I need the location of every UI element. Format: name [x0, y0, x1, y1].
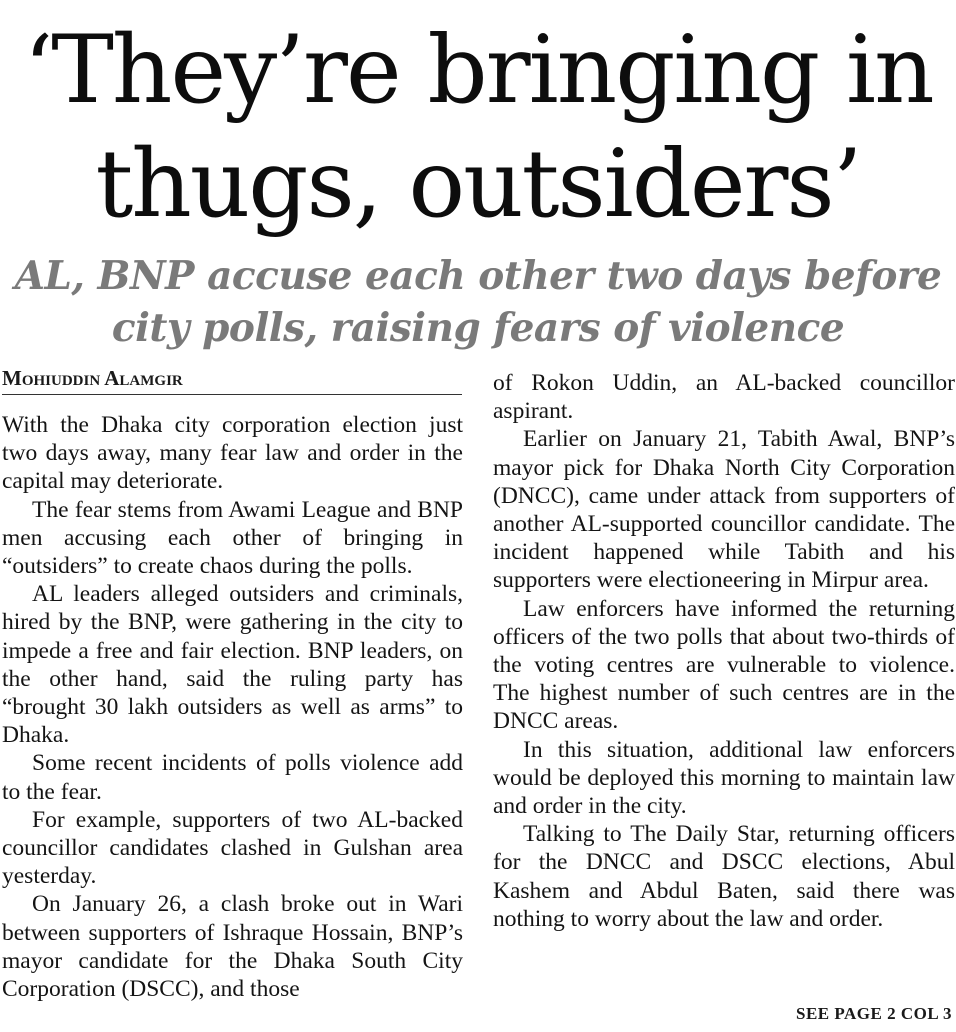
paragraph: Law enforcers have informed the returning officers of the two polls that about two-thirds of the voting centres are vulnerable to violence. The highest number of such centres are in the DNCC areas.	[493, 595, 955, 735]
article-column-right	[493, 369, 955, 933]
paragraph: Some recent incidents of polls violence add to the fear.	[2, 750, 463, 805]
paragraph: In this situation, additional law enforcers would be deployed this morning to maintain law and order in the city.	[493, 736, 955, 820]
paragraph: For example, supporters of two AL-backed councillor candidates clashed in Gulshan area yesterday.	[2, 806, 463, 890]
subheadline-line-1: AL, BNP accuse each other two days before	[14, 253, 942, 299]
headline	[0, 14, 956, 242]
subheadline-line-2: city polls, raising fears of violence	[111, 305, 845, 351]
byline: Mohiuddin Alamgir	[2, 366, 462, 395]
continued-on-page-link[interactable]: SEE PAGE 2 COL 3	[796, 1004, 952, 1023]
paragraph-continuation: of Rokon Uddin, an AL-backed councillor aspirant.	[493, 370, 955, 425]
paragraph: On January 26, a clash broke out in Wari between supporters of Ishraque Hossain, BNP’s mayor candidate for the Dhaka South City Corporation (DSCC), and those	[2, 891, 463, 1003]
paragraph: Talking to The Daily Star, returning officers for the DNCC and DSCC elections, Abul Kashem and Abdul Baten, said there was nothing to worry about the law and order.	[493, 821, 955, 932]
paragraph: AL leaders alleged outsiders and criminals, hired by the BNP, were gathering in the city to impede a free and fair election. BNP leaders, on the other hand, said the ruling party has “brought 30 lakh outsiders as well as arms” to Dhaka.	[2, 581, 463, 749]
paragraph: Earlier on January 21, Tabith Awal, BNP’s mayor pick for Dhaka North City Corporation (DNCC), came under attack from supporters of another AL-supported councillor candidate. The incident happened while Tabith and his supporters were electioneering in Mirpur area.	[493, 426, 955, 594]
subheadline	[0, 250, 956, 354]
headline-line-2: thugs, outsiders’	[95, 130, 861, 239]
article-column-left	[2, 411, 463, 1003]
headline-line-1: ‘They’re bringing in	[23, 16, 933, 125]
paragraph: With the Dhaka city corporation election just two days away, many fear law and order in the capital may deteriorate.	[2, 412, 463, 495]
paragraph: The fear stems from Awami League and BNP men accusing each other of bringing in “outsiders” to create chaos during the polls.	[2, 496, 463, 580]
